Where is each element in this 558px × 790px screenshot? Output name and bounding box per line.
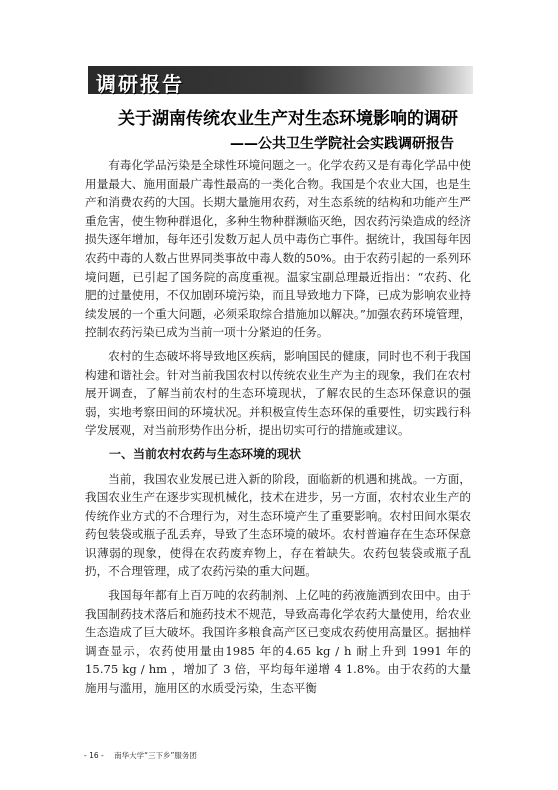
section-heading: 一、当前农村农药与生态环境的现状 bbox=[109, 446, 302, 461]
page-footer bbox=[84, 750, 197, 761]
report-title: 关于湖南传统农业生产对生态环境影响的调研 bbox=[118, 109, 458, 129]
section-paragraph-2: 我国每年都有上百万吨的农药制剂、上亿吨的药液施洒到农田中。由于我国制药技术落后和施药技术不规范，导致高毒化学农药大量使用，给农业生态造成了巨大破坏。我国许多粮食高产区已变成农药使用高量区。据抽样调查显示，农药使用量由1985 年的4.65 kg / h 耐上升到 1991 年的 15.75 kg / hm ，增加了 3 倍，平均每年递增 4 1.8%。由于农药的大量施用与滥用，施用区的水质受污染，生态平衡 bbox=[85, 588, 471, 696]
section-paragraph-1: 当前，我国农业发展已进入新的阶段，面临新的机遇和挑战。一方面，我国农业生产在逐步实现机械化，技术在进步，另一方面，农村农业生产的传统作业方式的不合理行为，对生态环境产生了重要影响。农村田间水渠农药包装袋或瓶子乱丢弃，导致了生态环境的破坏。农村普遍存在生态环保意识薄弱的现象，使得在农药废弃物上，存在着缺失。农药包装袋或瓶子乱扔，不合理管理，成了农药污染的重大问题。 bbox=[85, 471, 471, 579]
report-banner bbox=[88, 66, 473, 94]
footer-organization: 南华大学“三下乡”服务团 bbox=[114, 751, 197, 760]
report-subtitle: ——公共卫生学院社会实践调研报告 bbox=[230, 136, 454, 152]
report-body bbox=[85, 156, 471, 703]
intro-paragraph-2: 农村的生态破坏将导致地区疾病，影响国民的健康，同时也不利于我国构建和谐社会。针对当前我国农村以传统农业生产为主的现象，我们在农村展开调查，了解当前农村的生态环境现状，了解农民的生态环保意识的强弱，实地考察田间的环境状况。并积极宣传生态环保的重要性，切实践行科学发展观，对当前形势作出分析，提出切实可行的措施或建议。 bbox=[85, 348, 471, 438]
intro-paragraph-1: 有毒化学品污染是全球性环境问题之一。化学农药又是有毒化学品中使用量最大、施用面最广毒性最高的一类化合物。我国是个农业大国，也是生产和消费农药的大国。长期大量施用农药，对生态系统的结构和功能产生严重危害，使生物种群退化，多种生物种群濒临灭绝，因农药污染造成的经济损失逐年增加，每年还引发数万起人员中毒伤亡事件。据统计，我国每年因农药中毒的人数占世界同类事故中毒人数的50%。由于农药引起的一系列环境问题，已引起了国务院的高度重视。温家宝副总理最近指出：“农药、化肥的过量使用，不仅加剧环境污染，而且导致地力下降，已成为影响农业持续发展的一个重大问题，必须采取综合措施加以解决。”加强农药环境管理，控制农药污染已成为当前一项十分紧迫的任务。 bbox=[85, 158, 471, 340]
banner-label: 调研报告 bbox=[96, 72, 184, 96]
page-number: - 16 - bbox=[84, 751, 104, 760]
